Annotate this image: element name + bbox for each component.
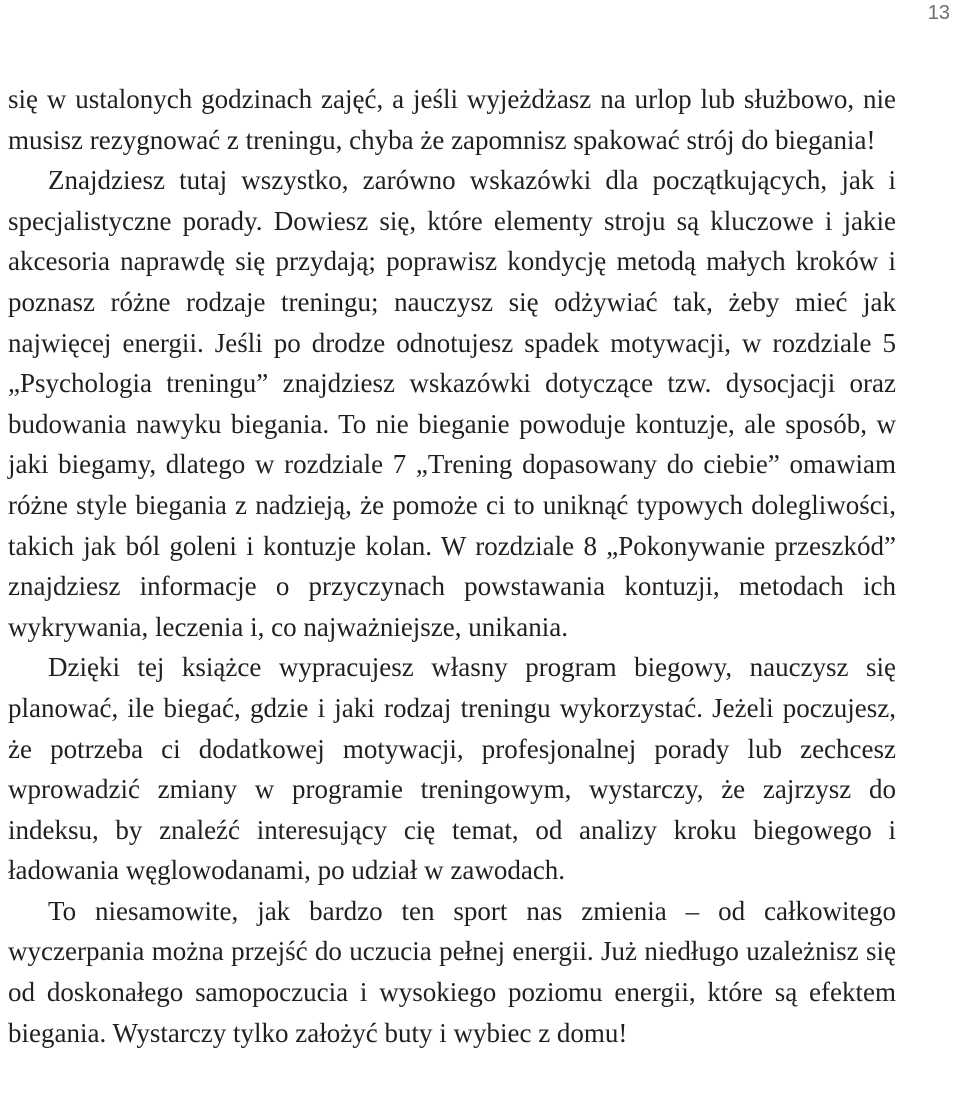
paragraph-continuation: się w ustalonych godzinach zajęć, a jeśli wyjeżdżasz na urlop lub służbowo, nie musisz rezygnować z treningu, chyba że zapomnisz spakować strój do biegania!: [8, 84, 896, 155]
paragraph-book-contents: Znajdziesz tutaj wszystko, zarówno wskazówki dla początkujących, jak i specjalistyczne porady. Dowiesz się, które elementy stroju są kluczowe i jakie akcesoria naprawdę się przydają; poprawisz kondycję metodą małych kroków i poznasz różne rodzaje treningu; nauczysz się odżywiać tak, żeby mieć jak najwięcej energii. Jeśli po drodze odnotujesz spadek motywacji, w rozdziale 5 „Psychologia treningu” znajdziesz wskazówki dotyczące tzw. dysocjacji oraz budowania nawyku biegania. To nie bieganie powoduje kontuzje, ale sposób, w jaki biegamy, dlatego w rozdziale 7 „Trening dopasowany do ciebie” omawiam różne style biegania z nadzieją, że pomoże ci to uniknąć typowych dolegliwości, takich jak ból goleni i kontuzje kolan. W rozdziale 8 „Pokonywanie przeszkód” znajdziesz informacje o przyczynach powstawania kontuzji, metodach ich wykrywania, leczenia i, co najważniejsze, unikania.: [8, 165, 896, 642]
paragraph-closing: To niesamowite, jak bardzo ten sport nas zmienia – od całkowitego wyczerpania można przejść do uczucia pełnej energii. Już niedługo uzależnisz się od doskonałego samopoczucia i wysokiego poziomu energii, które są efektem biegania. Wystarczy tylko założyć buty i wybiec z domu!: [8, 895, 896, 1048]
page-number: 13: [927, 2, 950, 24]
body-text: [8, 79, 896, 1053]
paragraph-training-program: Dzięki tej książce wypracujesz własny program biegowy, nauczysz się planować, ile biegać, gdzie i jaki rodzaj treningu wykorzystać. Jeżeli poczujesz, że potrzeba ci dodatkowej motywacji, profesjonalnej porady lub zechcesz wprowadzić zmiany w programie treningowym, wystarczy, że zajrzysz do indeksu, by znaleźć interesujący cię temat, od analizy kroku biegowego i ładowania węglowodanami, po udział w zawodach.: [8, 652, 896, 886]
